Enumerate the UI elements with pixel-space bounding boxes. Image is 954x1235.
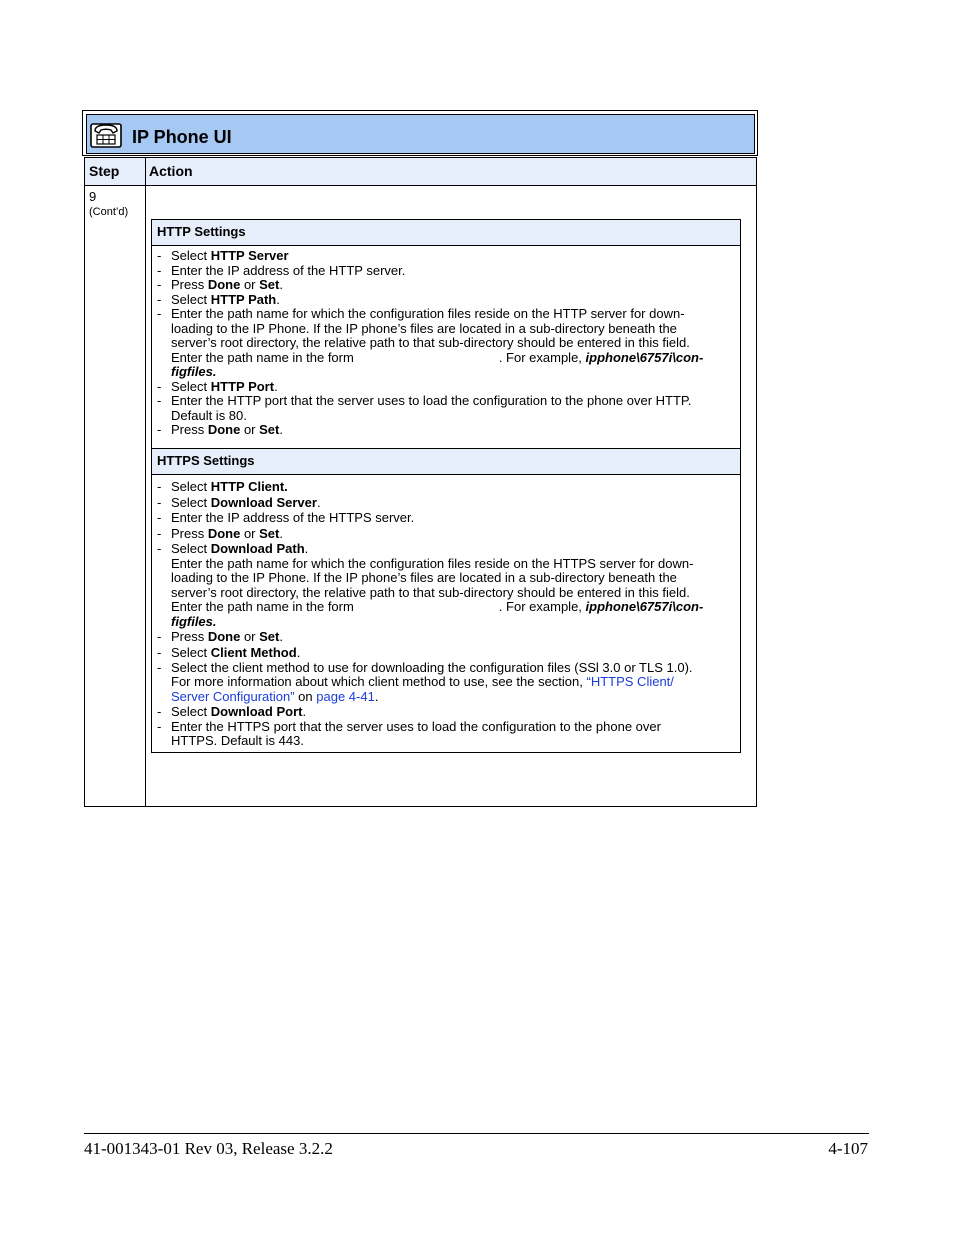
list-item-continued: HTTPS. Default is 443. bbox=[171, 733, 304, 749]
footer-document-id: 41-001343-01 Rev 03, Release 3.2.2 bbox=[84, 1139, 333, 1158]
list-item: - Select HTTP Client. bbox=[157, 479, 288, 494]
list-item: - Select Client Method. bbox=[157, 645, 301, 661]
list-item: - Press Done or Set. bbox=[157, 277, 283, 292]
list-item-continued: server’s root directory, the relative path to that sub-directory should be entered in this field. bbox=[171, 335, 690, 350]
list-item-continued: figfiles. bbox=[171, 613, 217, 629]
list-item: - Enter the HTTPS port that the server uses to load the configuration to the phone over bbox=[157, 718, 661, 734]
list-item: - Select Download Port. bbox=[157, 704, 307, 720]
list-item: - Select Download Path. bbox=[157, 541, 309, 557]
list-item: - Press Done or Set. bbox=[157, 422, 283, 437]
list-item-continued: Enter the path name in the form . For example, ipphone\6757i\con- bbox=[171, 599, 704, 615]
step-number: 9 bbox=[89, 189, 97, 204]
list-item-continued: Server Configuration” on page 4-41. bbox=[171, 688, 379, 704]
list-item: - Select HTTP Path. bbox=[157, 291, 280, 307]
list-item: - Enter the path name for which the configuration files reside on the HTTP server for down- bbox=[157, 306, 685, 321]
https-settings-steps bbox=[152, 475, 740, 749]
https-settings-heading: HTTPS Settings bbox=[152, 449, 740, 475]
list-item-continued: loading to the IP Phone. If the IP phone’s files are located in a sub-directory beneath the bbox=[171, 570, 677, 586]
list-item-continued: server’s root directory, the relative path to that sub-directory should be entered in this field. bbox=[171, 584, 690, 600]
page-title: IP Phone UI bbox=[132, 127, 232, 147]
https-client-section-link[interactable]: “HTTPS Client/ bbox=[586, 674, 674, 690]
footer-page-number: 4-107 bbox=[828, 1139, 868, 1158]
page-4-41-link[interactable]: page 4-41 bbox=[316, 688, 375, 704]
column-header-action: Action bbox=[149, 163, 193, 179]
list-item-continued: loading to the IP Phone. If the IP phone’s files are located in a sub-directory beneath the bbox=[171, 320, 677, 336]
list-item: - Select the client method to use for downloading the configuration files (SSl 3.0 or TLS 1.0). bbox=[157, 659, 693, 675]
list-item: - Select Download Server. bbox=[157, 494, 321, 510]
list-item: - Select HTTP Port. bbox=[157, 378, 278, 394]
list-item: - Press Done or Set. bbox=[157, 629, 283, 645]
server-configuration-link[interactable]: Server Configuration” bbox=[171, 688, 295, 704]
list-item-continued: For more information about which client method to use, see the section, “HTTPS Client/ bbox=[171, 674, 674, 690]
list-item: - Select HTTP Server bbox=[157, 248, 289, 263]
list-item-continued: Enter the path name in the form . For example, ipphone\6757i\con- bbox=[171, 349, 704, 365]
list-item: - Enter the IP address of the HTTPS server. bbox=[157, 510, 415, 526]
list-item: - Press Done or Set. bbox=[157, 525, 283, 541]
step-continued-note: (Cont’d) bbox=[89, 206, 129, 218]
list-item: - Enter the IP address of the HTTP server. bbox=[157, 262, 406, 278]
list-item-continued: Enter the path name for which the configuration files reside on the HTTPS server for down- bbox=[171, 555, 694, 571]
https-settings-table bbox=[151, 448, 741, 753]
footer-rule bbox=[84, 1133, 869, 1134]
http-settings-steps bbox=[152, 246, 740, 438]
http-settings-table bbox=[151, 219, 741, 449]
http-settings-heading: HTTP Settings bbox=[152, 220, 740, 246]
phone-icon bbox=[88, 120, 124, 150]
list-item-continued: figfiles. bbox=[171, 364, 217, 379]
column-divider bbox=[145, 158, 146, 806]
column-header-step: Step bbox=[89, 163, 120, 179]
list-item: - Enter the HTTP port that the server uses to load the configuration to the phone over HTTP. bbox=[157, 393, 692, 408]
list-item-continued: Default is 80. bbox=[171, 407, 247, 423]
